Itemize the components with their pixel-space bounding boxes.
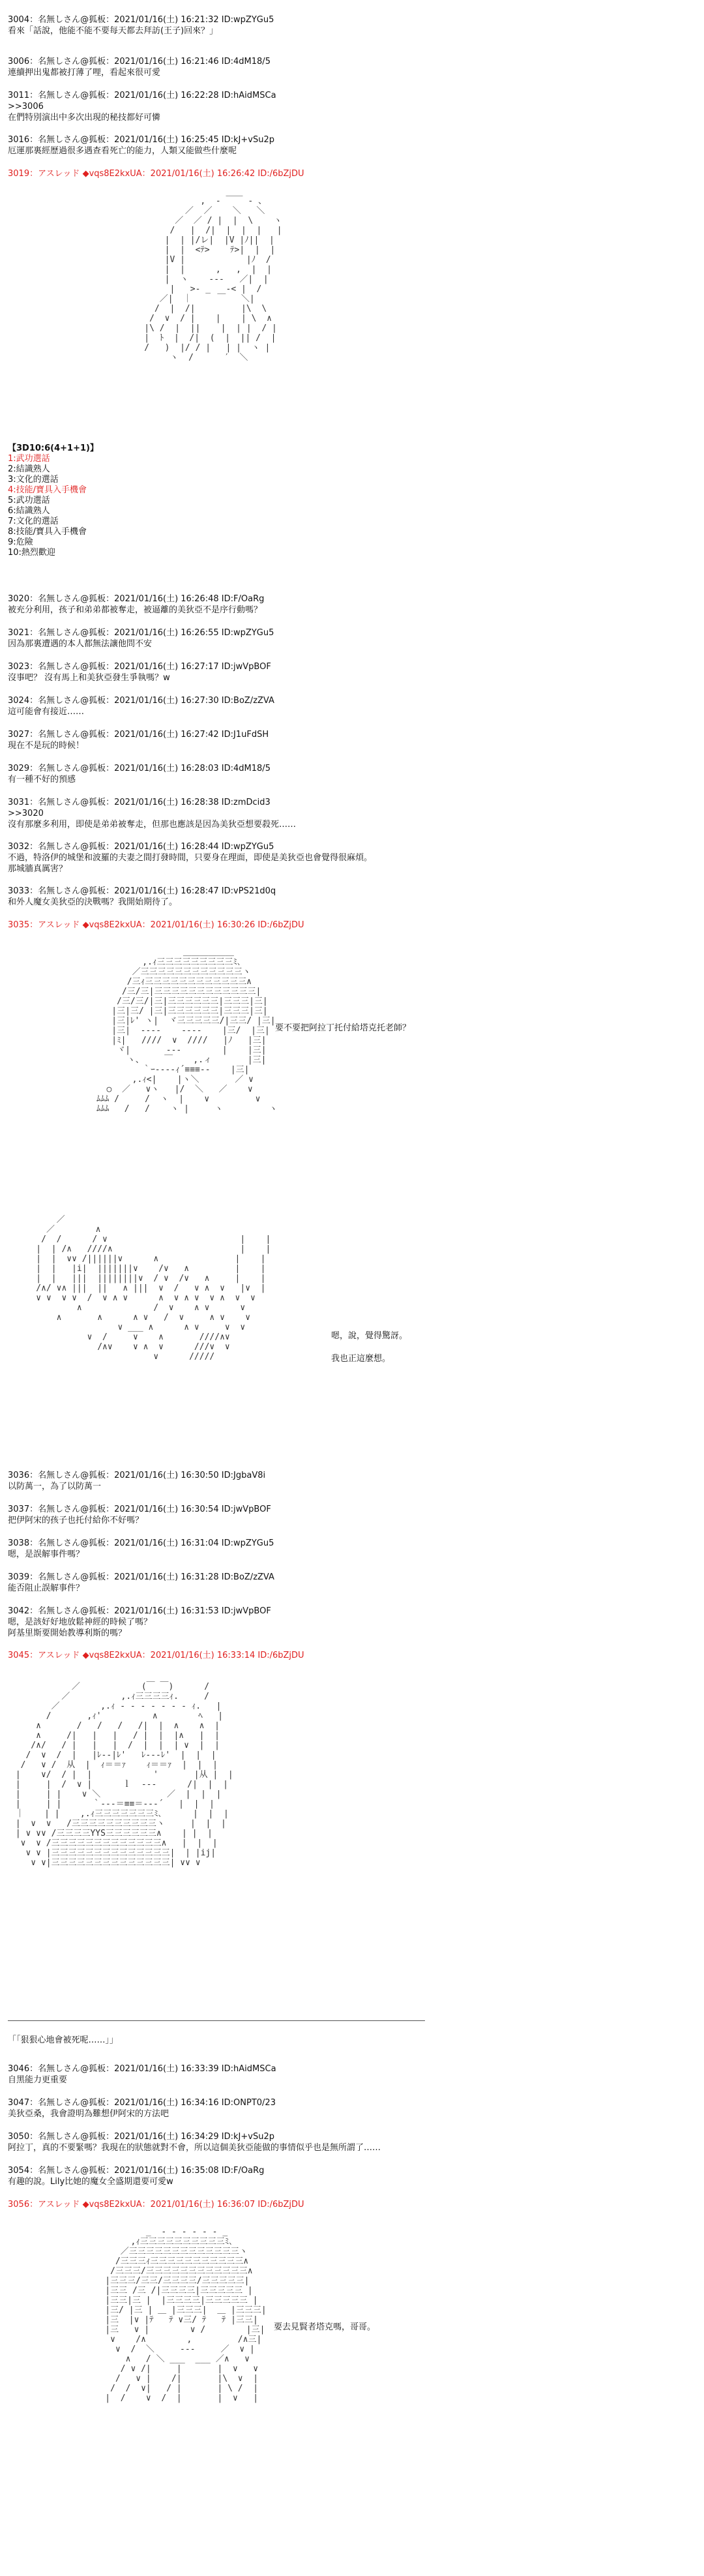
post-header: 3004：名無しさん@狐板：2021/01/16(土) 16:21:32 ID:wpZYGu5 (8, 15, 274, 25)
post-3032 (8, 841, 692, 875)
post-header: 3032：名無しさん@狐板：2021/01/16(土) 16:28:44 ID:wpZYGu5 (8, 842, 274, 852)
post-header: 3056：アスレッド ◆vqs8E2kxUA：2021/01/16(土) 16:36:07 ID:/6bZjDU (8, 2200, 304, 2209)
post-3033 (8, 886, 692, 908)
post-body: 把伊阿宋的孩子也托付給你不好嗎？ (8, 1516, 144, 1525)
ascii-art-character-1: , ‐ ￣￣ ‐ 、 ／ ／ ＼ ＼ ／ ／ / | | \ ヽ / | /| | | | | | | |/レ| |V |ﾉ|| | | | <ﾃ> ﾃ>| | | |V | |ﾉ / | | , , | | | ヽ ‐‐‐ ／| | | >‐ _ ‐< | / ／| ｜ ￣ ＼| / | /| |\ \ / ∨ / | | | \ ∧ |\ / | || | | | / | | ﾄ | /| ( | || / | / ) |/ / | | | ヽ | ヽ / ′ ＼ (144, 196, 282, 363)
post-body: 被充分利用，孩子和弟弟都被奪走，被逼離的美狄亞不是序行動嗎？ (8, 605, 263, 615)
post-3038 (8, 1538, 692, 1560)
post-header: 3050：名無しさん@狐板：2021/01/16(土) 16:34:29 ID:kJ+vSu2p (8, 2132, 274, 2142)
post-3031 (8, 797, 692, 830)
post-body: 看來「話說，他能不能不要每天都去拜訪(王子)回來？」 (8, 26, 218, 36)
post-3004 (8, 14, 692, 37)
post-header: 3038：名無しさん@狐板：2021/01/16(土) 16:31:04 ID:wpZYGu5 (8, 1538, 274, 1548)
post-header: 3020：名無しさん@狐板：2021/01/16(土) 16:26:48 ID:F/OaRg (8, 594, 265, 604)
roll-option: 6:結識熟人 (8, 506, 50, 516)
aa-caption: 我也正這麼想。 (331, 1354, 391, 1364)
post-3039 (8, 1572, 692, 1594)
post-3050 (8, 2131, 692, 2153)
post-3019 (8, 168, 692, 179)
roll-option: 4:技能/寶具入手機會 (8, 485, 87, 495)
roll-option: 9:危險 (8, 537, 33, 547)
post-3020 (8, 593, 692, 616)
post-header: 3046：名無しさん@狐板：2021/01/16(土) 16:33:39 ID:hAidMSCa (8, 2064, 276, 2074)
post-body: 現在不是玩的時候！ (8, 741, 85, 751)
post-3037 (8, 1504, 692, 1526)
post-body: 因為那裏遭遇的本人都無法讓他問不安 (8, 639, 153, 649)
post-body: 能否阻止誤解事件？ (8, 1583, 85, 1593)
post-body: 有一種不好的預感 (8, 775, 76, 785)
post-3036 (8, 1470, 692, 1492)
post-header: 3037：名無しさん@狐板：2021/01/16(土) 16:30:54 ID:jwVpBOF (8, 1505, 271, 1514)
post-body: 這可能會有接近…… (8, 707, 85, 717)
post-header: 3016：名無しさん@狐板：2021/01/16(土) 16:25:45 ID:kJ+vSu2p (8, 135, 274, 145)
roll-option: 10:熱烈歡迎 (8, 548, 55, 558)
post-body: 以防萬一，為了以防萬一 (8, 1482, 102, 1491)
post-body: 沒事吧？ 沒有馬上和美狄亞發生爭執嗎？w (8, 673, 170, 683)
roll-option: 8:技能/寶具入手機會 (8, 527, 87, 537)
ascii-art-character-4: ／ (￣ ￣) / ／ ,.ｨ三三三三ｨ. / ／ ,.ｨ ‐ ‐ ‐ ‐ ‐ ‐ ‐ ｨ. | / ,ｨ' ∧ ﾍ | ∧ / / / /| | ∧ ∧ | ∧ /| | | / | | |∧ | | /∧/ / | | | / | | | ∨ | | / ∨ / | |ﾚ‐‐|ﾚ' ﾚ‐‐‐ﾚ' | | | / ∨ / 从 | ｨ＝＝ｧ ｨ＝＝ｧ | | | | ∨/ / | | ' |从 | | | | / ∨ | ｌ ‐‐‐ /| | | | | | ∨ ＼ ／ | | | | | | ｀‐‐‐＝≡≡＝‐‐‐´ | | | ｜ | | ,.ｨ三三三三三三三ﾐ､ | | | | ∨ ∨ /三三三三三三三三三三ヽ | | | | ∨ ∨∨ /三三三三YYS三三三三三三∧ | | | ∨ ∨ /三三三三三三三三三三三三三∧ | | | ∨ ∨ |三三三三三三三三三三三三三三| | |ij| ∨ ∨|三三三三三三三三三三三三三三| ∨∨ ∨ (15, 1682, 233, 1868)
roll-title: 【3D10:6(4+1+1)】 (8, 443, 98, 453)
roll-option: 7:文化的選話 (8, 517, 59, 526)
post-body: 嗯，是該好好地放鬆神經的時候了嗎？ 阿基里斯要開始教導利斯的嗎？ (8, 1617, 153, 1638)
post-header: 3021：名無しさん@狐板：2021/01/16(土) 16:26:55 ID:wpZYGu5 (8, 628, 274, 638)
roll-option: 3:文化的選話 (8, 475, 59, 485)
roll-option: 5:武功選話 (8, 496, 50, 505)
post-3056 (8, 2199, 692, 2210)
post-body: 嗯，是誤解事件嗎？ (8, 1550, 85, 1559)
post-body: 有趣的說。Lily比她的魔女全盛期還要可愛w (8, 2177, 173, 2187)
roll-result-menu (8, 443, 98, 558)
post-header: 3024：名無しさん@狐板：2021/01/16(土) 16:27:30 ID:BoZ/zZVA (8, 696, 274, 706)
post-3023 (8, 661, 692, 683)
post-header: 3033：名無しさん@狐板：2021/01/16(土) 16:28:47 ID:vPS21d0q (8, 886, 276, 896)
post-3046 (8, 2063, 692, 2086)
post-body: 連續押出鬼都被打薄了哩，看起來很可愛 (8, 68, 161, 78)
post-header: 3029：名無しさん@狐板：2021/01/16(土) 16:28:03 ID:4dM18/5 (8, 764, 271, 773)
post-3045 (8, 1650, 692, 1661)
divider (8, 2020, 425, 2021)
post-3027 (8, 729, 692, 751)
post-body: 厄運那裏經歷過很多遇查看死亡的能力，人類又能做些什麼呢 (8, 146, 237, 156)
post-body: 自黑能力更重要 (8, 2075, 68, 2085)
post-body: >>3020 沒有那麼多利用，即使是弟弟被奪走，但那也應該是因為美狄亞想要殺死…… (8, 809, 297, 830)
aa-caption: 嗯，說，覺得驚訝。 (331, 1331, 408, 1341)
roll-option: 1:武功選話 (8, 454, 50, 464)
post-body: 美狄亞桑，我會證明為難想伊阿宋的方法吧 (8, 2109, 169, 2119)
post-body: >>3006 在們特別演出中多次出現的秘技都好可憐 (8, 102, 161, 123)
post-3035 (8, 920, 692, 931)
roll-option: 2:結識熟人 (8, 464, 50, 474)
ascii-art-character-5: _ ‐ ‐ ‐ ‐ ‐ ‐ _ ,ｨ三三三三三三三三三三ﾐ､ ／三三三三三三三三三三三三三ヽ /三三三ｨ三三三三三三三三三三三∧ /三三三/三三三三三三三三三三三三∧ |三三三/三三/三三三三/三三三三三| |三三 /三 /|三三三三|三三三三三 | |三三|三 | |三三三三|三三三三三 | |三/ |三 | ＿ |三三三| ＿ |三三三| |三 |∨ |ﾃ ﾃ ∨三/ ﾃ ﾃ |三三| |三 ∨ | ∨ / |三| ∨ /∧ , /∧三| ∨ / ＼ ‐‐‐ ／ ∨ | ∧ / ＼ ___ ___ ／∧ ∨ / ∨ /| | | ∨ ∨ / ∨ | /| |\ ∨ | / / ∨| / | | \ / | | / ∨ / | | ∨ | (105, 2227, 267, 2403)
ascii-art-character-3: ／ ／ ∧ / / / ∨ | | | | /∧ ////∧ | | | | ∨∨ /||||||∨ ∧ | | | | |i| |||||||∨ /∨ ∧ | | | | ||| ||||||||∨ / ∨ /∨ ∧ | | /∧/ ∨∧ ||| || ∧ ||| ∨ / ∨ ∧ ∨ |∨ | ∨ ∨ ∨ ∨ / ∨ ∧ ∨ ∧ ∨ ∧ ∨ ∨ ∧ ∨ ∨ ∧ / ∨ ∧ ∨ ∨ ∧ ∧ ∧ ∨ / ∨ ∧ ∨ ∨ ∨ ___ ∧ ∧ ∨ ∨ ∨ ∨ / ∨ ∧ ////∧∨ /∧∨ ∨ ∧ ∨ ///∨ ∨ ∨ ///// (36, 1215, 271, 1362)
post-header: 3023：名無しさん@狐板：2021/01/16(土) 16:27:17 ID:jwVpBOF (8, 662, 271, 672)
post-header: 3035：アスレッド ◆vqs8E2kxUA：2021/01/16(土) 16:30:26 ID:/6bZjDU (8, 920, 304, 930)
post-header: 3019：アスレッド ◆vqs8E2kxUA：2021/01/16(土) 16:26:42 ID:/6bZjDU (8, 169, 304, 179)
post-header: 3031：名無しさん@狐板：2021/01/16(土) 16:28:38 ID:zmDcid3 (8, 798, 271, 807)
post-header: 3027：名無しさん@狐板：2021/01/16(土) 16:27:42 ID:J1uFdSH (8, 730, 269, 740)
post-header: 3045：アスレッド ◆vqs8E2kxUA：2021/01/16(土) 16:33:14 ID:/6bZjDU (8, 1651, 304, 1660)
post-3006 (8, 56, 692, 78)
post-header: 3006：名無しさん@狐板：2021/01/16(土) 16:21:46 ID:4dM18/5 (8, 57, 271, 67)
post-header: 3011：名無しさん@狐板：2021/01/16(土) 16:22:28 ID:hAidMSCa (8, 91, 276, 100)
post-body: 和外人魔女美狄亞的決戰嗎？我開始期待了。 (8, 897, 178, 907)
aa-caption: 「「狠狠心地會被死呢……」」 (8, 2035, 119, 2045)
post-3042 (8, 1606, 692, 1639)
post-header: 3036：名無しさん@狐板：2021/01/16(土) 16:30:50 ID:JgbaV8i (8, 1471, 266, 1480)
post-3021 (8, 627, 692, 650)
ascii-art-character-2: ＿＿＿＿＿＿ ,.ｨ三三三三三三三三三ﾐ､ ／三三三三三三三三三三三三ヽ /三ｨ三三三三三三三三三三三三∧ /三/三|三三三三三三三三三三三三| /三/三/|三|三三三三三三|三三三|三| |三|三/ |三|三三三三三三|三三三|三| |三|ﾚ' ヽ| ヾ三三三三三/|三三/ |三| |三| ‐‐‐‐ ‐‐‐‐ |三/ |三| |ﾐ| //// ∨ //// |ﾉ |三| ヾ| ‐‐‐ | |三| ヽ、 ￣ ,.ィ |三| ｀ｰ‐‐‐‐ｨ´≡≡≡‐‐ |三| ,.ｨ<| |ヽ＼ ／ ∨ ○ ／ ∨ヽ |/ ＼ ／ ∨ ﾑﾑﾑ / / ヽ | ∨ ∨ ﾑﾑﾑ / / ヽ | ヽ ヽ (96, 948, 278, 1114)
post-header: 3039：名無しさん@狐板：2021/01/16(土) 16:31:28 ID:BoZ/zZVA (8, 1572, 274, 1582)
post-3011 (8, 90, 692, 123)
aa-caption: 要不要把阿拉丁托付給塔克托老師？ (275, 1023, 411, 1033)
post-3029 (8, 763, 692, 785)
post-body: 不過，特洛伊的城堡和波羅的夫妻之間打發時間，只要身在理面，即使是美狄亞也會覺得很麻煩。 那城牆真厲害？ (8, 853, 373, 874)
post-3047 (8, 2097, 692, 2119)
post-header: 3054：名無しさん@狐板：2021/01/16(土) 16:35:08 ID:F/OaRg (8, 2166, 265, 2176)
post-header: 3042：名無しさん@狐板：2021/01/16(土) 16:31:53 ID:jwVpBOF (8, 1606, 271, 1616)
post-body: 阿拉丁，真的不要緊嗎？我現在的狀態就對不會，所以這個美狄亞能做的事情似乎也是無所謂了…… (8, 2143, 381, 2153)
aa-caption: 要去見賢者塔克嗎，哥哥。 (274, 2322, 376, 2332)
post-3054 (8, 2165, 692, 2187)
post-3024 (8, 695, 692, 717)
post-header: 3047：名無しさん@狐板：2021/01/16(土) 16:34:16 ID:ONPT0/23 (8, 2098, 276, 2108)
post-3016 (8, 134, 692, 157)
